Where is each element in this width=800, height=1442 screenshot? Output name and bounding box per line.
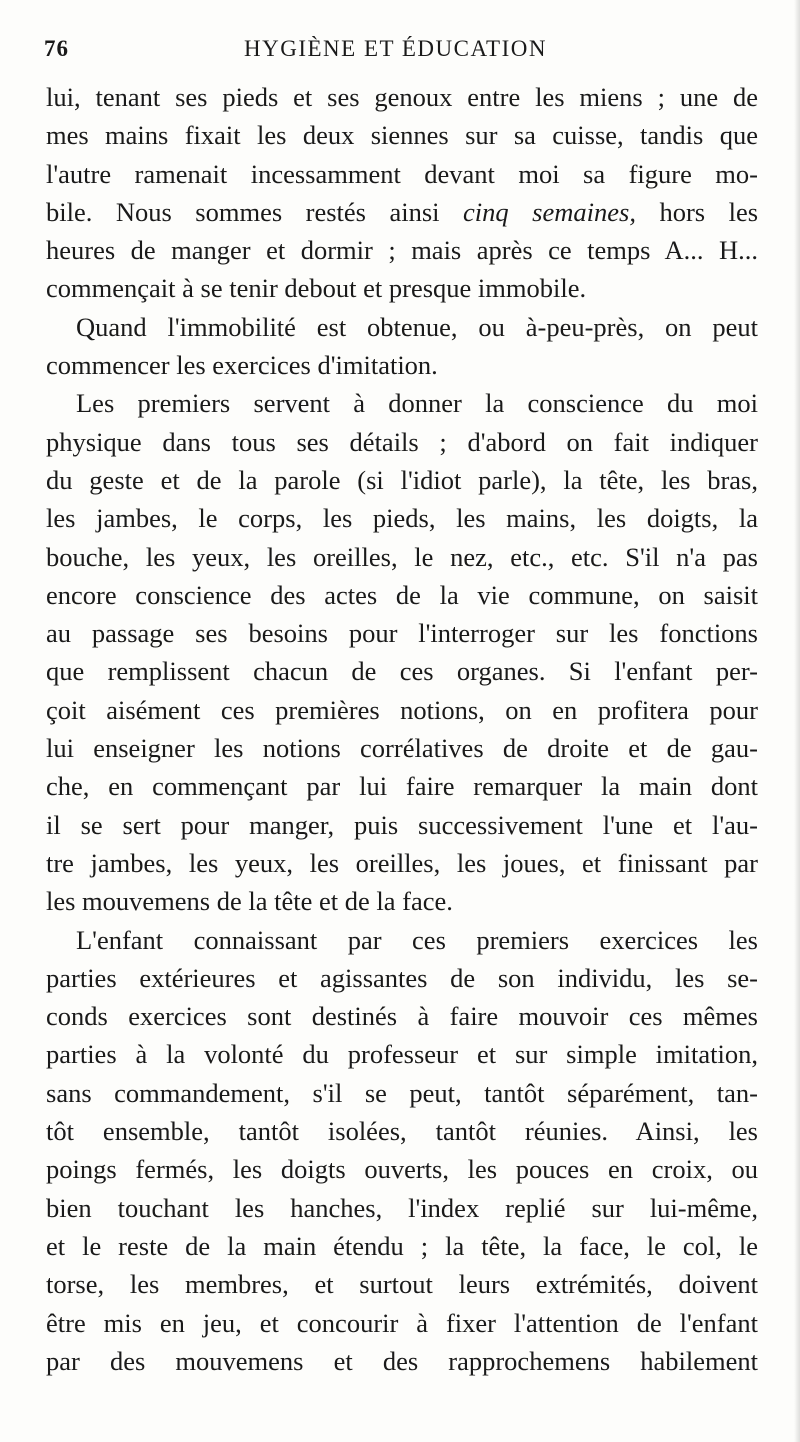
italic-phrase: cinq semaines, [463, 196, 636, 227]
text-line: torse, les membres, et surtout leurs extrémités, doivent [46, 1269, 758, 1300]
text-line: il se sert pour manger, puis successivement l'une et l'au- [46, 809, 758, 840]
text-line: les jambes, le corps, les pieds, les mains, les doigts, la [46, 503, 758, 534]
text-line: encore conscience des actes de la vie commune, on saisit [46, 579, 758, 610]
text-line: lui, tenant ses pieds et ses genoux entre les miens ; une de [46, 82, 758, 112]
text-line: Les premiers servent à donner la conscience du moi [76, 388, 758, 419]
text-line: l'autre ramenait incessamment devant moi sa figure mo- [46, 158, 758, 189]
text-line: et le reste de la main étendu ; la tête, la face, le col, le [46, 1230, 758, 1261]
page-number: 76 [44, 36, 69, 61]
text-line: par des mouvemens et des rapprochemens habilement [46, 1345, 758, 1376]
text-line: mes mains fixait les deux siennes sur sa cuisse, tandis que [46, 120, 758, 151]
text-line: Quand l'immobilité est obtenue, ou à-peu-près, on peut [76, 311, 758, 342]
text-line: çoit aisément ces premières notions, on en profitera pour [46, 694, 758, 725]
text-line: tre jambes, les yeux, les oreilles, les joues, et finissant par [46, 847, 758, 878]
text-line: parties extérieures et agissantes de son individu, les se- [46, 962, 758, 993]
page-edge-shadow [794, 0, 800, 1442]
text-line: tôt ensemble, tantôt isolées, tantôt réunies. Ainsi, les [46, 1116, 758, 1147]
text-line: lui enseigner les notions corrélatives de droite et de gau- [46, 733, 758, 764]
text-line: conds exercices sont destinés à faire mouvoir ces mêmes [46, 1001, 758, 1032]
text-line: parties à la volonté du professeur et sur simple imitation, [46, 1039, 758, 1070]
text-line: che, en commençant par lui faire remarquer la main dont [46, 771, 758, 802]
text-line: commencer les exercices d'imitation. [46, 350, 438, 381]
text-line: que remplissent chacun de ces organes. Si l'enfant per- [46, 656, 758, 687]
text-line: physique dans tous ses détails ; d'abord on fait indiquer [46, 426, 758, 457]
text-line: au passage ses besoins pour l'interroger sur les fonctions [46, 618, 758, 649]
text-line: poings fermés, les doigts ouverts, les pouces en croix, ou [46, 1154, 758, 1185]
text-line: L'enfant connaissant par ces premiers exercices les [76, 924, 758, 955]
text-line: bien touchant les hanches, l'index replié sur lui-même, [46, 1192, 758, 1223]
text-line: bouche, les yeux, les oreilles, le nez, etc., etc. S'il n'a pas [46, 541, 758, 572]
body-text [46, 78, 758, 1380]
text-line: sans commandement, s'il se peut, tantôt séparément, tan- [46, 1077, 758, 1108]
text-line: du geste et de la parole (si l'idiot parle), la tête, les bras, [46, 464, 758, 495]
text-line: bile. Nous sommes restés ainsi cinq semaines, hors les [46, 196, 759, 227]
running-title: HYGIÈNE ET ÉDUCATION [244, 36, 547, 61]
text-line: être mis en jeu, et concourir à fixer l'attention de l'enfant [46, 1307, 758, 1338]
running-head [44, 36, 756, 70]
text-line: commençait à se tenir debout et presque immobile. [46, 273, 587, 304]
text-line: heures de manger et dormir ; mais après ce temps A... H... [46, 235, 758, 266]
text-line: les mouvemens de la tête et de la face. [46, 886, 453, 917]
